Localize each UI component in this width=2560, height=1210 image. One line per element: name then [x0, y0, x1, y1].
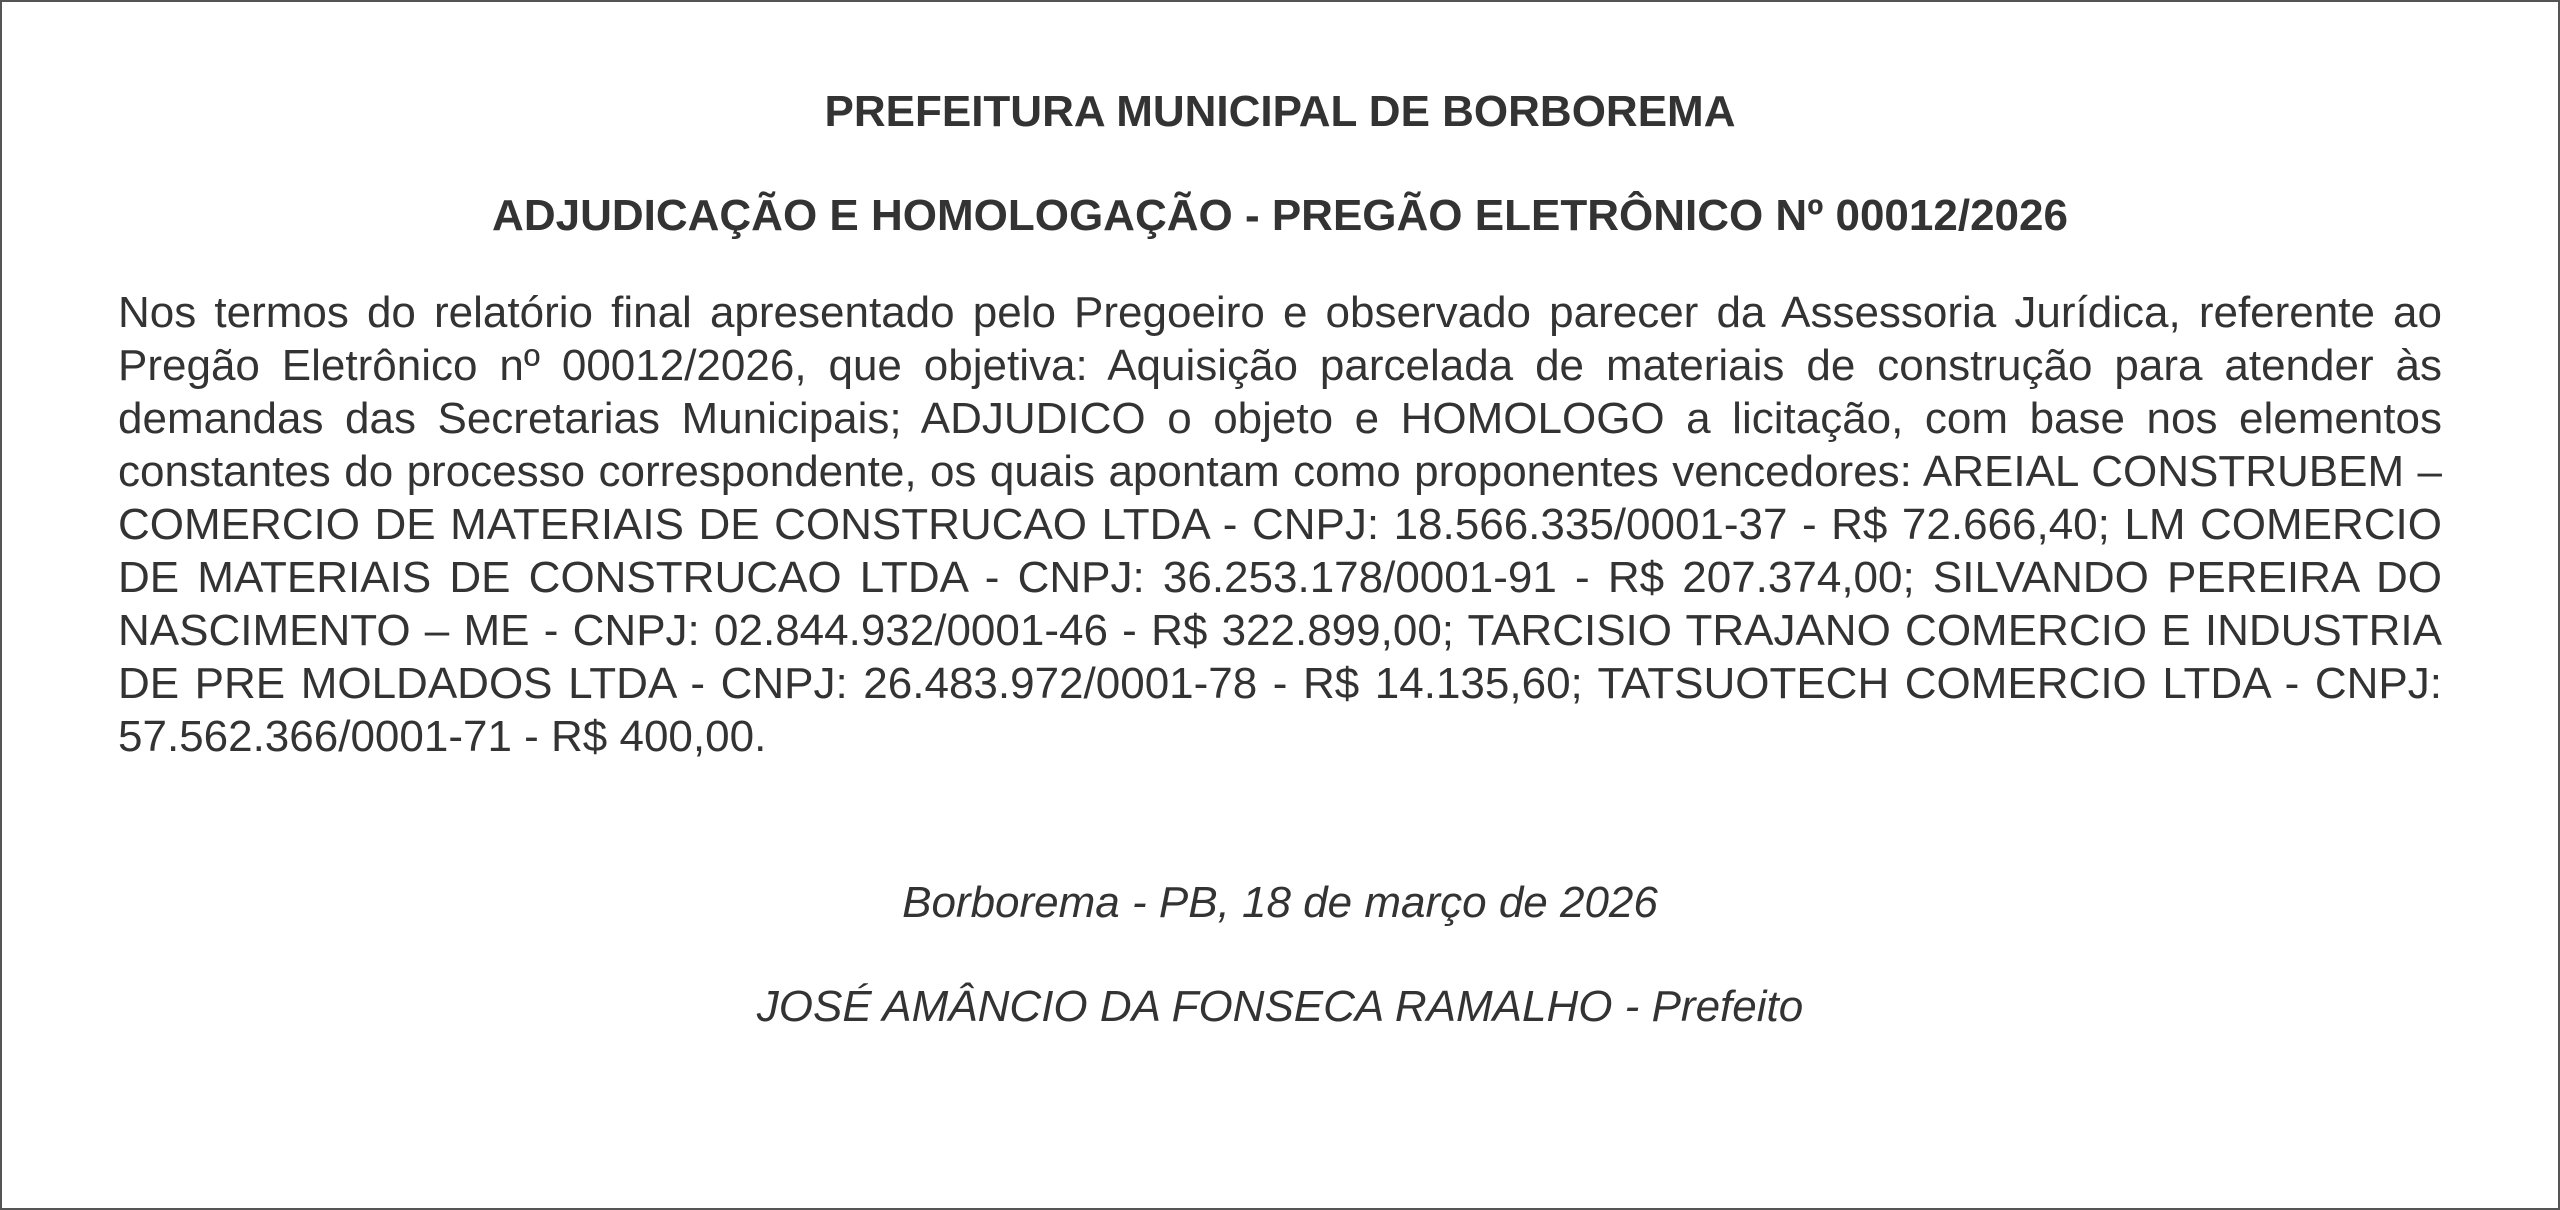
signature-line: JOSÉ AMÂNCIO DA FONSECA RAMALHO - Prefeito: [756, 982, 1804, 1031]
place-and-date: Borborema - PB, 18 de março de 2026: [902, 878, 1658, 927]
organization-heading: PREFEITURA MUNICIPAL DE BORBOREMA: [824, 87, 1736, 136]
notice-title: ADJUDICAÇÃO E HOMOLOGAÇÃO - PREGÃO ELETRÔNICO Nº 00012/2026: [492, 191, 2068, 240]
notice-body: Nos termos do relatório final apresentado pelo Pregoeiro e observado parecer da Assessoria Jurídica, referente ao Pregão Eletrônico nº 00012/2026, que objetiva: Aquisição parcelada de materiais de construção para atender às demandas das Secretarias Municipais; ADJUDICO o objeto e HOMOLOGO a licitação, com base nos elementos constantes do processo correspondente, os quais apontam como proponentes vencedores: AREIAL CONSTRUBEM – COMERCIO DE MATERIAIS DE CONSTRUCAO LTDA - CNPJ: 18.566.335/0001-37 - R$ 72.666,40; LM COMERCIO DE MATERIAIS DE CONSTRUCAO LTDA - CNPJ: 36.253.178/0001-91 - R$ 207.374,00; SILVANDO PEREIRA DO NASCIMENTO – ME - CNPJ: 02.844.932/0001-46 - R$ 322.899,00; TARCISIO TRAJANO COMERCIO E INDUSTRIA DE PRE MOLDADOS LTDA - CNPJ: 26.483.972/0001-78 - R$ 14.135,60; TATSUOTECH COMERCIO LTDA - CNPJ: 57.562.366/0001-71 - R$ 400,00.: [118, 288, 2442, 761]
